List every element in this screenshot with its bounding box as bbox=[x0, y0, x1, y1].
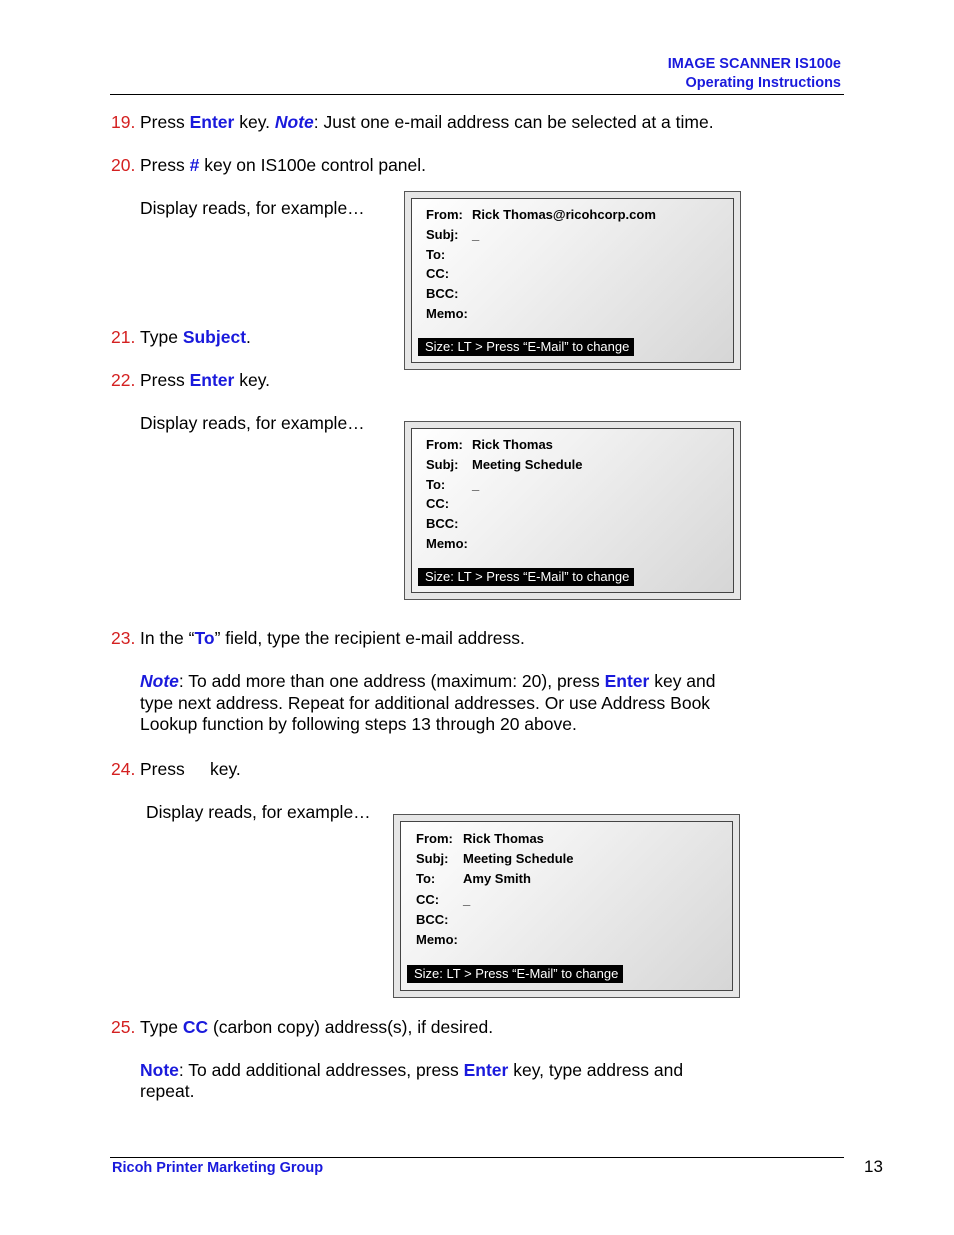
text: . bbox=[246, 327, 251, 347]
field-label: Subj: bbox=[416, 851, 449, 866]
text: In the “ bbox=[140, 628, 195, 648]
step-24-text-b: key. bbox=[210, 759, 241, 779]
step-20-text bbox=[140, 155, 426, 177]
text: : Just one e-mail address can be selected at a time. bbox=[313, 112, 714, 132]
header-rule bbox=[110, 94, 844, 95]
display-panel-3 bbox=[393, 814, 740, 998]
keyword-hash: # bbox=[189, 155, 200, 175]
keyword-enter: Enter bbox=[463, 1060, 509, 1080]
page-number: 13 bbox=[864, 1157, 883, 1176]
keyword-cc: CC bbox=[182, 1017, 209, 1037]
footer-group: Ricoh Printer Marketing Group bbox=[112, 1160, 324, 1176]
note-23-line-3: Lookup function by following steps 13 through 20 above. bbox=[140, 714, 577, 734]
field-label: Memo: bbox=[426, 306, 468, 321]
field-label: BCC: bbox=[426, 516, 459, 531]
step-24-text-a: Press bbox=[140, 759, 185, 779]
step-19-text bbox=[140, 112, 714, 134]
header-subtitle: Operating Instructions bbox=[685, 75, 841, 91]
note-25-line-1 bbox=[140, 1060, 683, 1082]
field-value: Rick Thomas@ricohcorp.com bbox=[472, 207, 656, 222]
field-label: BCC: bbox=[416, 912, 449, 927]
text: Type bbox=[140, 1017, 183, 1037]
field-label: From: bbox=[416, 831, 453, 846]
text: ” field, type the recipient e-mail address. bbox=[214, 628, 525, 648]
field-label: Subj: bbox=[426, 227, 459, 242]
text: Type bbox=[140, 327, 183, 347]
keyword-to: To bbox=[194, 628, 215, 648]
field-label: From: bbox=[426, 437, 463, 452]
field-label: To: bbox=[416, 871, 436, 886]
keyword-enter: Enter bbox=[189, 112, 235, 132]
status-bar: Size: LT > Press “E-Mail” to change bbox=[418, 568, 634, 586]
display-caption-2: Display reads, for example… bbox=[140, 413, 365, 433]
field-value: Meeting Schedule bbox=[472, 457, 583, 472]
field-label: CC: bbox=[426, 266, 450, 281]
note-23-line-2: type next address. Repeat for additional addresses. Or use Address Book bbox=[140, 693, 711, 713]
step-25-number: 25. bbox=[111, 1017, 136, 1037]
text: Press bbox=[140, 155, 190, 175]
status-bar: Size: LT > Press “E-Mail” to change bbox=[407, 965, 623, 983]
field-label: CC: bbox=[426, 496, 450, 511]
text: key, type address and bbox=[508, 1060, 684, 1080]
field-label: From: bbox=[426, 207, 463, 222]
field-label: Memo: bbox=[416, 932, 458, 947]
field-label: To: bbox=[426, 477, 446, 492]
field-value: Meeting Schedule bbox=[463, 851, 574, 866]
text: key. bbox=[234, 112, 275, 132]
lcd-screen bbox=[411, 428, 734, 593]
text: Press bbox=[140, 112, 190, 132]
field-value: Rick Thomas bbox=[463, 831, 544, 846]
field-value: _ bbox=[463, 892, 471, 907]
field-label: Memo: bbox=[426, 536, 468, 551]
field-label: CC: bbox=[416, 892, 440, 907]
step-19-number: 19. bbox=[111, 112, 136, 132]
page-header bbox=[668, 55, 841, 93]
text: Press bbox=[140, 370, 190, 390]
field-value: _ bbox=[472, 227, 480, 242]
field-label: BCC: bbox=[426, 286, 459, 301]
keyword-enter: Enter bbox=[189, 370, 235, 390]
step-22-text bbox=[140, 370, 270, 392]
field-value: _ bbox=[472, 477, 480, 492]
note-label: Note bbox=[140, 1060, 179, 1080]
keyword-enter: Enter bbox=[604, 671, 650, 691]
step-23-text bbox=[140, 628, 525, 650]
field-value: Amy Smith bbox=[463, 871, 531, 886]
step-23-number: 23. bbox=[111, 628, 136, 648]
field-label: Subj: bbox=[426, 457, 459, 472]
keyword-subject: Subject bbox=[182, 327, 247, 347]
step-25-text bbox=[140, 1017, 493, 1039]
field-label: To: bbox=[426, 247, 446, 262]
step-20-number: 20. bbox=[111, 155, 136, 175]
text: : To add additional addresses, press bbox=[178, 1060, 464, 1080]
display-panel-2 bbox=[404, 421, 741, 600]
lcd-screen bbox=[400, 821, 733, 991]
display-panel-1 bbox=[404, 191, 741, 370]
header-title: IMAGE SCANNER IS100e bbox=[667, 56, 841, 72]
text: : To add more than one address (maximum: 20), press bbox=[178, 671, 605, 691]
step-24-number: 24. bbox=[111, 759, 136, 779]
step-21-text bbox=[140, 327, 251, 349]
step-22-number: 22. bbox=[111, 370, 136, 390]
lcd-screen bbox=[411, 198, 734, 363]
text: key. bbox=[234, 370, 271, 390]
text: key and bbox=[649, 671, 716, 691]
step-21-number: 21. bbox=[111, 327, 136, 347]
footer-rule bbox=[110, 1157, 844, 1158]
note-label: Note bbox=[274, 112, 314, 132]
text: (carbon copy) address(s), if desired. bbox=[208, 1017, 494, 1037]
note-23-line-1 bbox=[140, 671, 716, 693]
display-caption-1: Display reads, for example… bbox=[140, 198, 365, 218]
text: key on IS100e control panel. bbox=[199, 155, 427, 175]
status-bar: Size: LT > Press “E-Mail” to change bbox=[418, 338, 634, 356]
note-25-line-2: repeat. bbox=[140, 1081, 195, 1101]
note-label: Note bbox=[140, 671, 179, 691]
field-value: Rick Thomas bbox=[472, 437, 553, 452]
display-caption-3: Display reads, for example… bbox=[146, 802, 371, 822]
